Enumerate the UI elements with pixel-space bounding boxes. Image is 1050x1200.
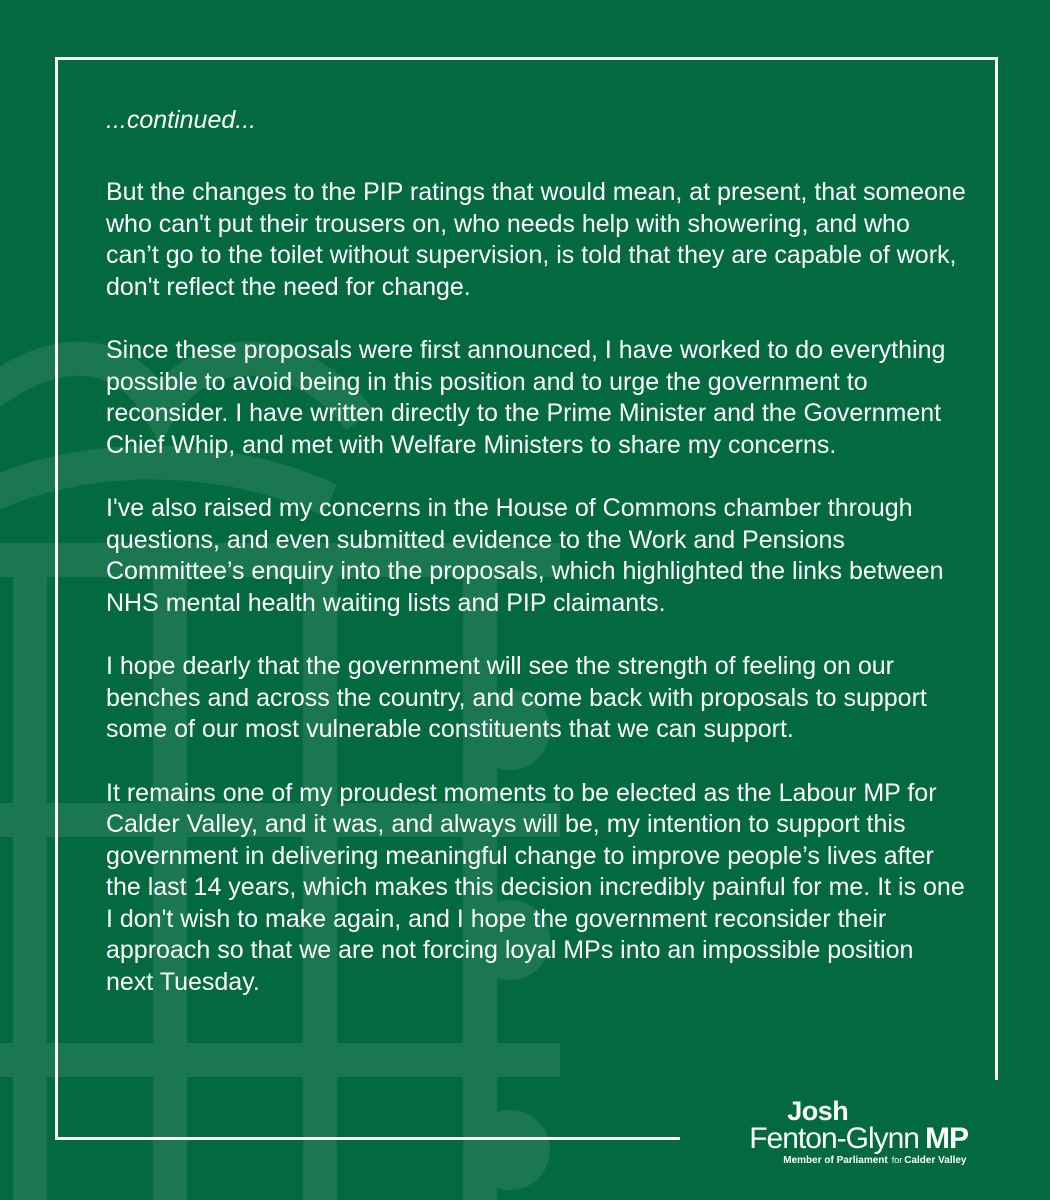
paragraph-1: But the changes to the PIP ratings that would mean, at present, that someone who can't put their trousers on, who needs help with showering, and who can’t go to the toilet without supervision, is told that they are capable of work, don't reflect the need for change. — [106, 178, 966, 301]
paragraph-4: I hope dearly that the government will see the strength of feeling on our benches and across the country, and come back with proposals to support some of our most vulnerable constituents that we can support. — [106, 652, 927, 743]
signature-full-name — [749, 1124, 968, 1154]
mp-signature-logo — [749, 1098, 968, 1167]
signature-constituency: Calder Valley — [904, 1155, 967, 1166]
signature-first-name: Josh — [787, 1096, 849, 1126]
signature-role: Member of Parliament — [783, 1155, 888, 1166]
continued-label: ...continued... — [106, 106, 257, 134]
letter-body — [106, 104, 966, 1030]
signature-for: for — [891, 1155, 903, 1165]
signature-subtitle — [783, 1154, 968, 1167]
signature-last-name: Fenton-Glynn — [749, 1122, 919, 1155]
paragraph-5: It remains one of my proudest moments to be elected as the Labour MP for Calder Valley, and it was, and always will be, my intention to support this government in delivering meaningful change to improve people’s lives after the last 14 years, which makes this decision incredibly painful for me. It is one I don't wish to make again, and I hope the government reconsider their approach so that we are not forcing loyal MPs into an impossible position next Tuesday. — [106, 778, 965, 996]
signature-suffix: MP — [925, 1122, 968, 1155]
paragraph-2: Since these proposals were first announced, I have worked to do everything possible to avoid being in this position and to urge the government to reconsider. I have written directly to the Prime Minister and the Government Chief Whip, and met with Welfare Ministers to share my concerns. — [106, 336, 946, 459]
paragraph-3: I've also raised my concerns in the House of Commons chamber through questions, and even submitted evidence to the Work and Pensions Committee’s enquiry into the proposals, which highlighted the links between NHS mental health waiting lists and PIP claimants. — [106, 494, 944, 617]
